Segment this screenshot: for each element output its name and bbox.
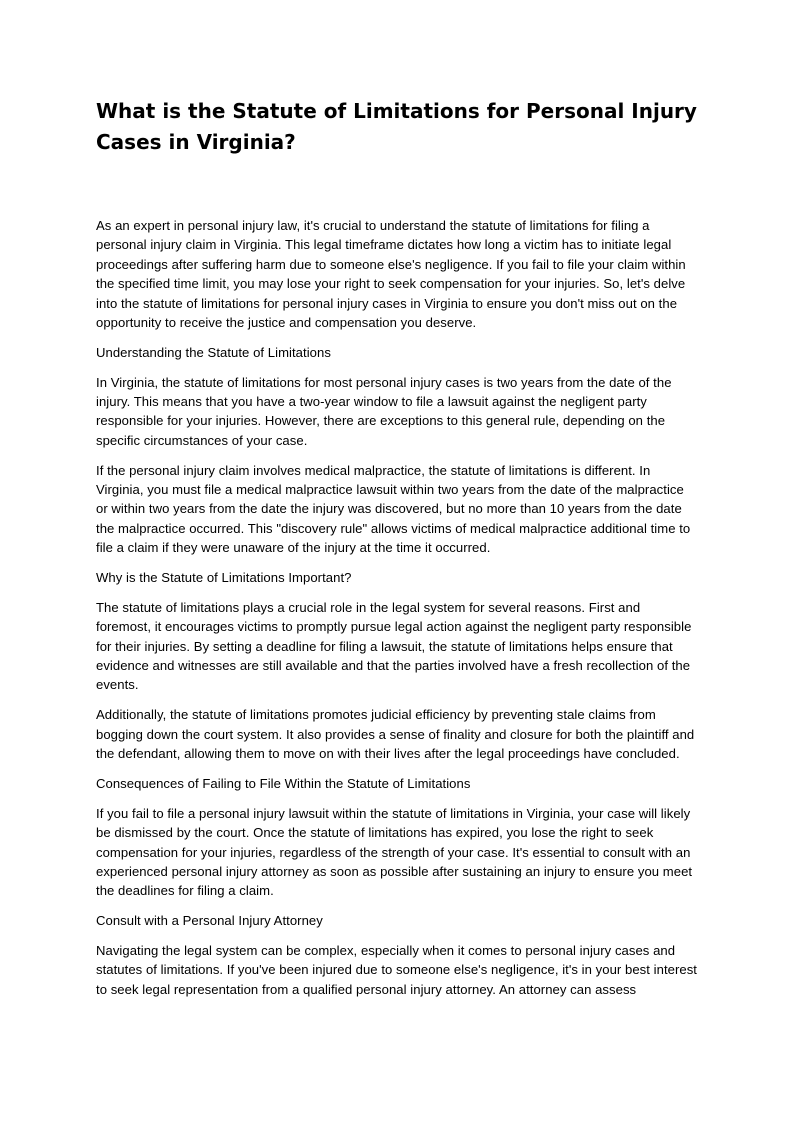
section-heading-understanding: Understanding the Statute of Limitations xyxy=(96,344,331,360)
paragraph-dismissal: If you fail to file a personal injury lawsuit within the statute of limitations in Virginia, your case will likely be dismissed by the court. Once the statute of limitations has expired, you lose the right to seek compensation for your injuries, regardless of the strength of your case. It's essential to consult with an experienced personal injury attorney as soon as possible after sustaining an injury to ensure you meet the deadlines for filing a claim. xyxy=(96,805,693,899)
paragraph-navigating: Navigating the legal system can be complex, especially when it comes to personal injury cases and statutes of limitations. If you've been injured due to someone else's negligence, it's in your best interest to seek legal representation from a qualified personal injury attorney. An attorney can assess xyxy=(96,942,697,997)
document-page xyxy=(96,96,698,1010)
paragraph-two-year-rule: In Virginia, the statute of limitations for most personal injury cases is two years from the date of the injury. This means that you have a two-year window to file a lawsuit against the negligent party responsible for your injuries. However, there are exceptions to this general rule, depending on the specific circumstances of your case. xyxy=(96,374,672,448)
paragraph-efficiency: Additionally, the statute of limitations promotes judicial efficiency by preventing stale claims from bogging down the court system. It also provides a sense of finality and closure for both the plaintiff and the defendant, allowing them to move on with their lives after the legal proceedings have concluded. xyxy=(96,707,695,762)
intro-paragraph: As an expert in personal injury law, it's crucial to understand the statute of limitations for filing a personal injury claim in Virginia. This legal timeframe dictates how long a victim has to initiate legal proceedings after suffering harm due to someone else's negligence. If you fail to file your claim within the specified time limit, you may lose your right to seek compensation for your injuries. So, let's delve into the statute of limitations for personal injury cases in Virginia to ensure you don't miss out on the opportunity to receive the justice and compensation you deserve. xyxy=(96,218,686,331)
paragraph-role: The statute of limitations plays a crucial role in the legal system for several reasons. First and foremost, it encourages victims to promptly pursue legal action against the negligent party responsible for their injuries. By setting a deadline for filing a lawsuit, the statute of limitations helps ensure that evidence and witnesses are still available and that the parties involved have a fresh recollection of the events. xyxy=(96,599,692,693)
paragraph-medical-malpractice: If the personal injury claim involves medical malpractice, the statute of limitations is different. In Virginia, you must file a medical malpractice lawsuit within two years from the date of the malpractice or within two years from the date the injury was discovered, but no more than 10 years from the date the malpractice occurred. This "discovery rule" allows victims of medical malpractice additional time to file a claim if they were unaware of the injury at the time it occurred. xyxy=(96,462,691,556)
section-heading-importance: Why is the Statute of Limitations Important? xyxy=(96,570,352,586)
section-heading-consult: Consult with a Personal Injury Attorney xyxy=(96,913,323,929)
section-heading-consequences: Consequences of Failing to File Within the Statute of Limitations xyxy=(96,775,471,791)
article-body xyxy=(96,216,698,999)
page-title: What is the Statute of Limitations for Personal Injury Cases in Virginia? xyxy=(96,99,697,154)
